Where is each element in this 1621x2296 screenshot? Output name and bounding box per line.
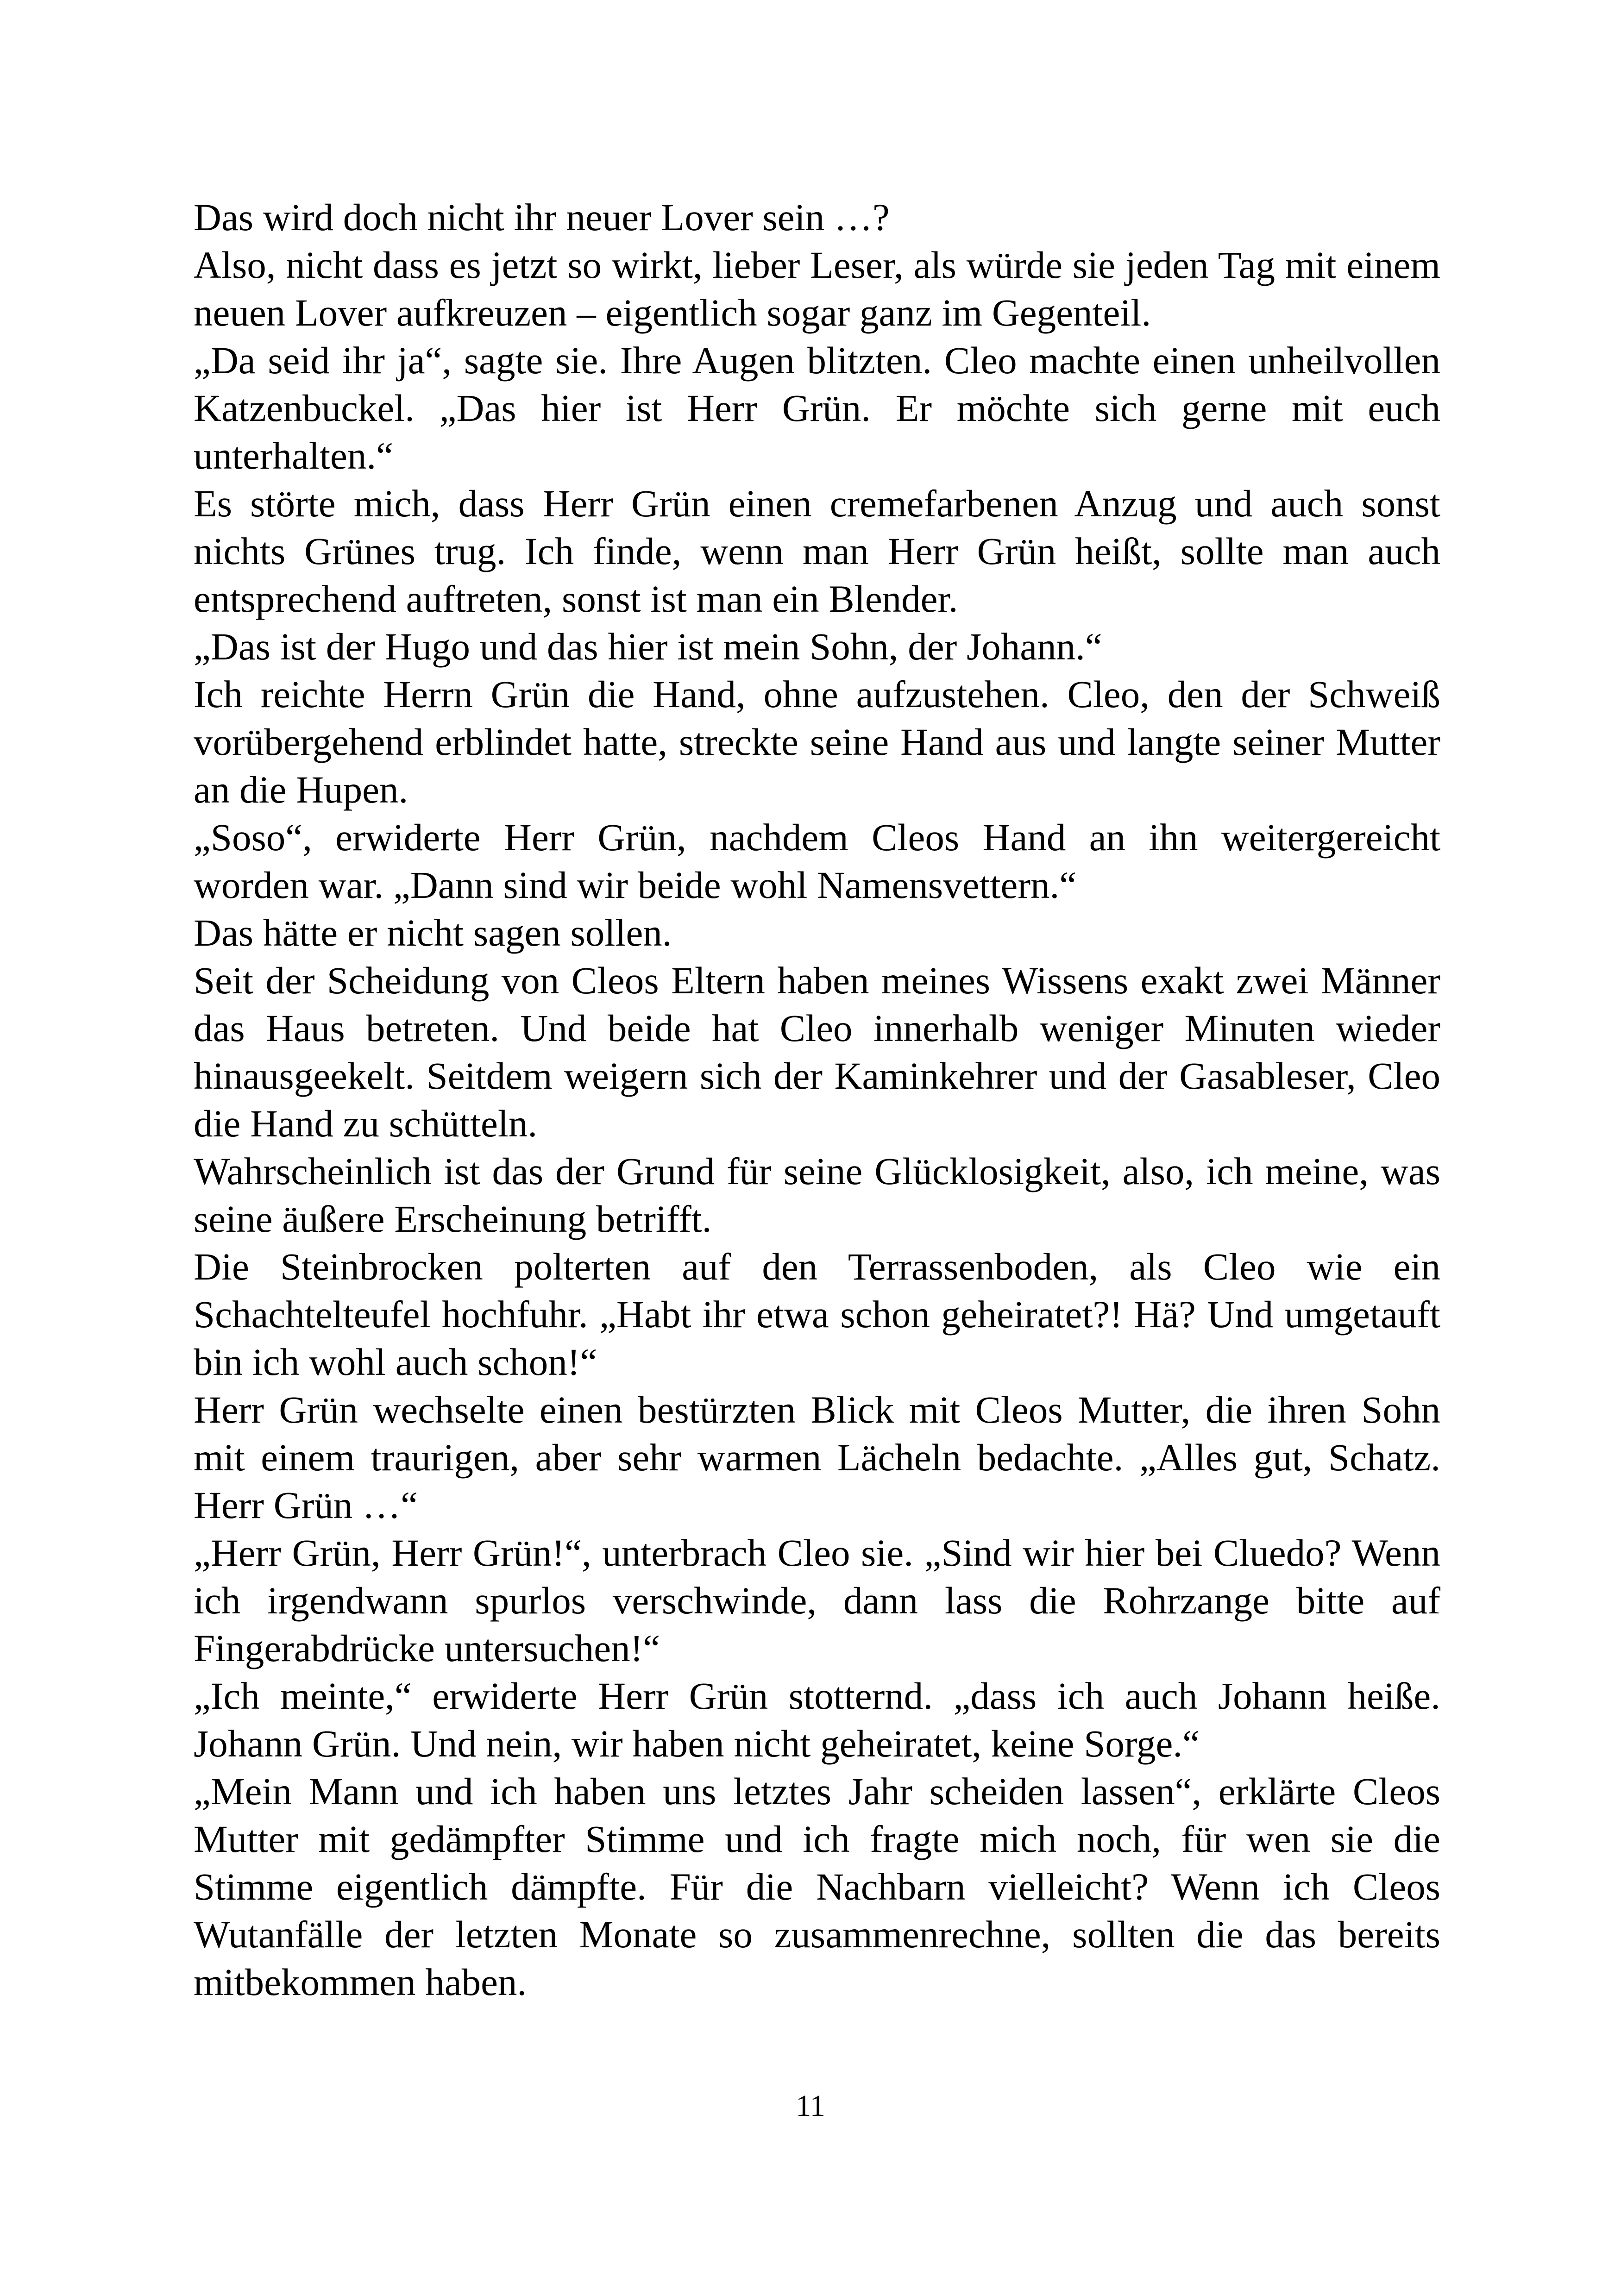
paragraph-6: Ich reichte Herrn Grün die Hand, ohne aufzustehen. Cleo, den der Schweiß vorübergehend erblindet hatte, streckte seine Hand aus und langte seiner Mutter an die Hupen. [194, 673, 1440, 811]
paragraph-14: „Ich meinte,“ erwiderte Herr Grün stotternd. „dass ich auch Johann heiße. Johann Grün. Und nein, wir haben nicht geheiratet, keine Sorge.“ [194, 1675, 1440, 1765]
paragraph-5: „Das ist der Hugo und das hier ist mein Sohn, der Johann.“ [194, 625, 1102, 668]
paragraph-10: Wahrscheinlich ist das der Grund für seine Glücklosigkeit, also, ich meine, was seine äußere Erscheinung betrifft. [194, 1150, 1440, 1240]
paragraph-3: „Da seid ihr ja“, sagte sie. Ihre Augen blitzten. Cleo machte einen unheilvollen Katzenbuckel. „Das hier ist Herr Grün. Er möchte sich gerne mit euch unterhalten.“ [194, 339, 1440, 477]
paragraph-9: Seit der Scheidung von Cleos Eltern haben meines Wissens exakt zwei Männer das Haus betreten. Und beide hat Cleo innerhalb weniger Minuten wieder hinausgeekelt. Seitdem weigern sich der Kaminkehrer und der Gasableser, Cleo die Hand zu schütteln. [194, 959, 1440, 1145]
paragraph-12: Herr Grün wechselte einen bestürzten Blick mit Cleos Mutter, die ihren Sohn mit einem traurigen, aber sehr warmen Lächeln bedachte. „Alles gut, Schatz. Herr Grün …“ [194, 1388, 1440, 1526]
paragraph-1: Das wird doch nicht ihr neuer Lover sein …? [194, 196, 890, 238]
paragraph-4: Es störte mich, dass Herr Grün einen cremefarbenen Anzug und auch sonst nichts Grünes trug. Ich finde, wenn man Herr Grün heißt, sollte man auch entsprechend auftreten, sonst ist man ein Blender. [194, 482, 1440, 620]
paragraph-8: Das hätte er nicht sagen sollen. [194, 911, 672, 954]
page-number: 11 [796, 2089, 825, 2123]
body-text [194, 194, 1440, 2006]
paragraph-11: Die Steinbrocken polterten auf den Terrassenboden, als Cleo wie ein Schachtelteufel hochfuhr. „Habt ihr etwa schon geheiratet?! Hä? Und umgetauft bin ich wohl auch schon!“ [194, 1245, 1440, 1383]
paragraph-2: Also, nicht dass es jetzt so wirkt, lieber Leser, als würde sie jeden Tag mit einem neuen Lover aufkreuzen – eigentlich sogar ganz im Gegenteil. [194, 244, 1440, 334]
paragraph-7: „Soso“, erwiderte Herr Grün, nachdem Cleos Hand an ihn weitergereicht worden war. „Dann sind wir beide wohl Namensvettern.“ [194, 816, 1440, 906]
paragraph-13: „Herr Grün, Herr Grün!“, unterbrach Cleo sie. „Sind wir hier bei Cluedo? Wenn ich irgendwann spurlos verschwinde, dann lass die Rohrzange bitte auf Fingerabdrücke untersuchen!“ [194, 1531, 1440, 1669]
paragraph-15: „Mein Mann und ich haben uns letztes Jahr scheiden lassen“, erklärte Cleos Mutter mit gedämpfter Stimme und ich fragte mich noch, für wen sie die Stimme eigentlich dämpfte. Für die Nachbarn vielleicht? Wenn ich Cleos Wutanfälle der letzten Monate so zusammenrechne, sollten die das bereits mitbekommen haben. [194, 1770, 1440, 2003]
